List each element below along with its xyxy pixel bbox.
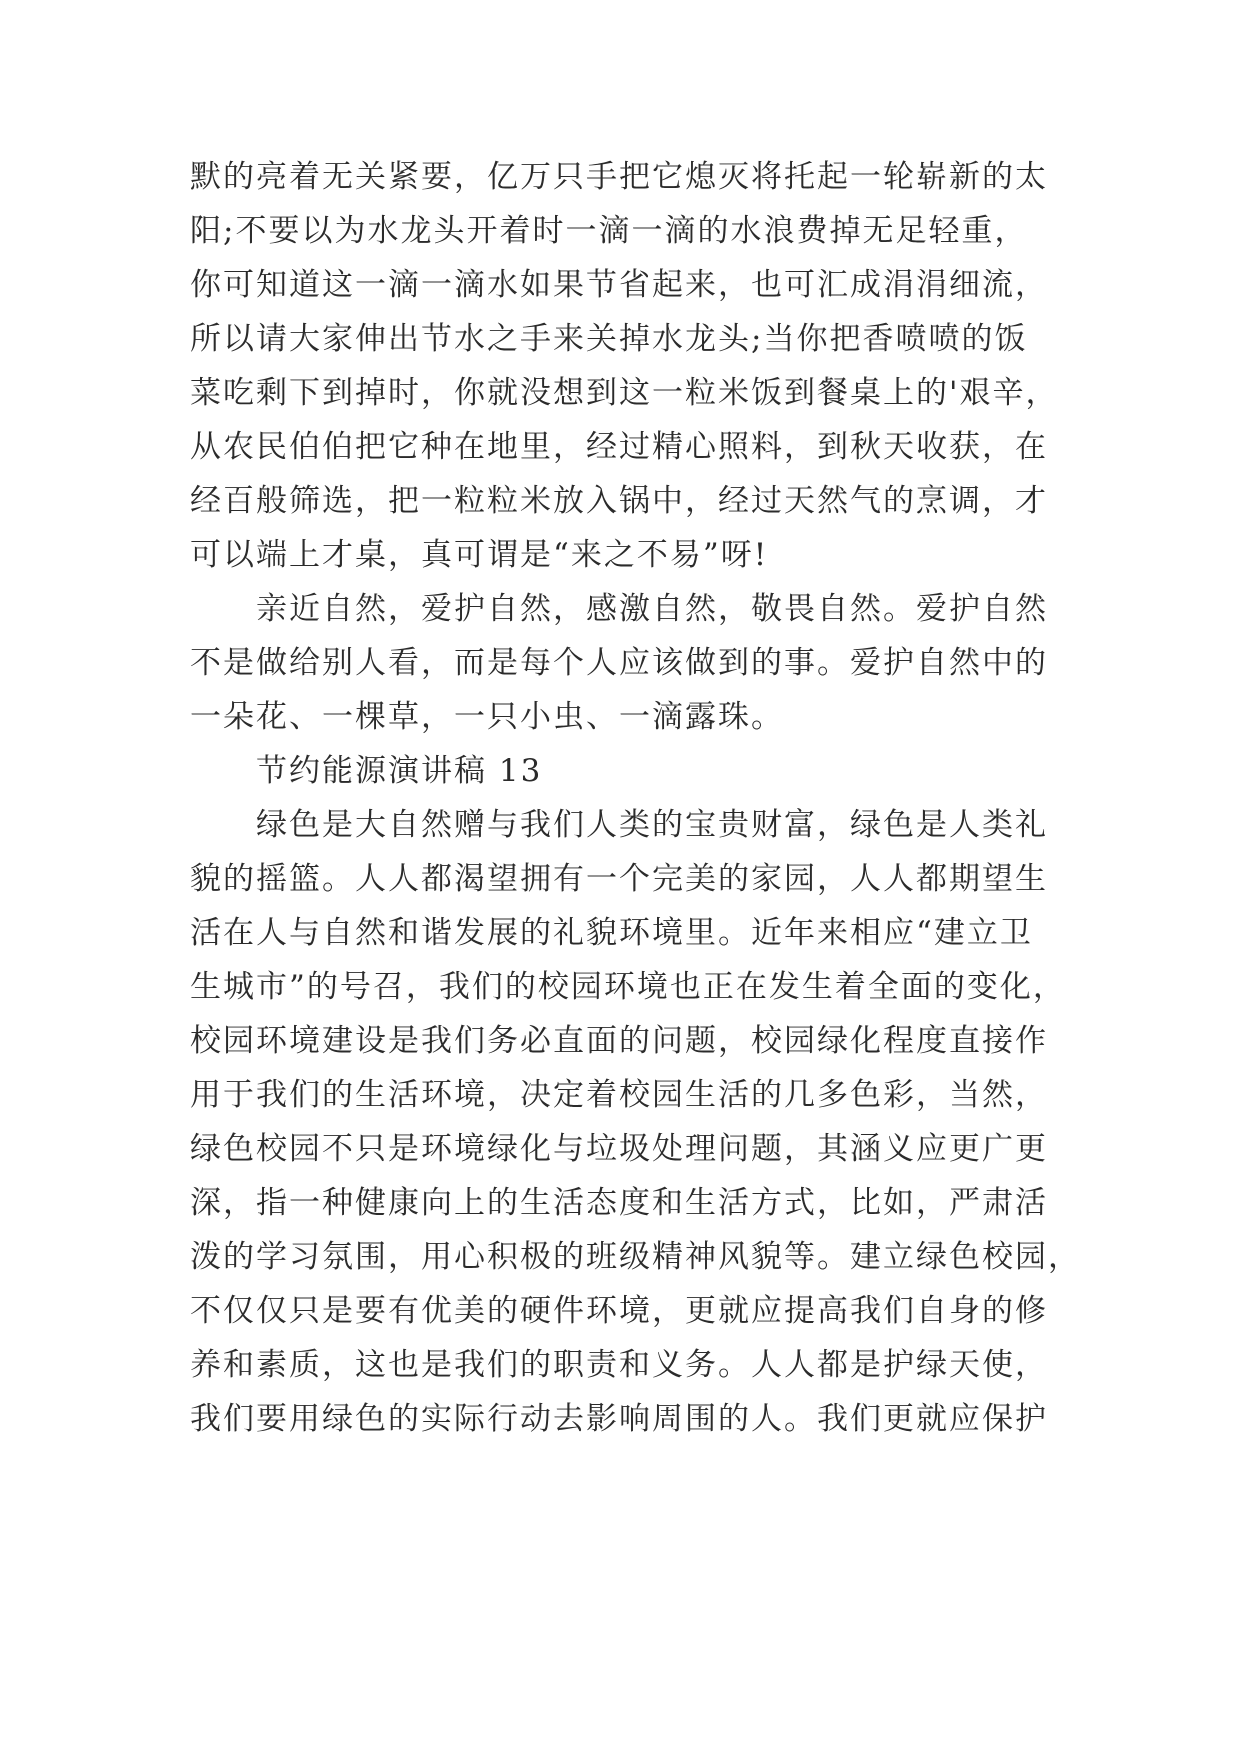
text-line: 貌的摇篮。人人都渴望拥有一个完美的家园，人人都期望生 [190, 861, 1048, 897]
text-line: 泼的学习氛围，用心积极的班级精神风貌等。建立绿色校园， [190, 1239, 1081, 1275]
text-line: 经百般筛选，把一粒粒米放入锅中，经过天然气的烹调，才 [190, 483, 1048, 519]
text-line: 可以端上才桌，真可谓是“来之不易”呀! [190, 537, 769, 573]
text-line: 菜吃剩下到掉时，你就没想到这一粒米饭到餐桌上的'艰辛， [190, 375, 1059, 411]
text-line: 生城市”的号召，我们的校园环境也正在发生着全面的变化， [190, 969, 1066, 1005]
text-line: 阳;不要以为水龙头开着时一滴一滴的水浪费掉无足轻重， [190, 213, 1028, 249]
text-line: 你可知道这一滴一滴水如果节省起来，也可汇成涓涓细流， [190, 267, 1048, 303]
text-line: 默的亮着无关紧要，亿万只手把它熄灭将托起一轮崭新的太 [190, 159, 1048, 195]
text-line: 从农民伯伯把它种在地里，经过精心照料，到秋天收获，在 [190, 429, 1048, 465]
text-line: 不是做给别人看，而是每个人应该做到的事。爱护自然中的 [190, 645, 1048, 681]
text-line: 校园环境建设是我们务必直面的问题，校园绿化程度直接作 [190, 1023, 1048, 1059]
text-line: 我们要用绿色的实际行动去影响周围的人。我们更就应保护 [190, 1401, 1048, 1437]
text-line: 用于我们的生活环境，决定着校园生活的几多色彩，当然， [190, 1077, 1048, 1113]
text-line: 绿色校园不只是环境绿化与垃圾处理问题，其涵义应更广更 [190, 1131, 1048, 1167]
text-line: 养和素质，这也是我们的职责和义务。人人都是护绿天使， [190, 1347, 1048, 1383]
paragraph-start-line: 亲近自然，爱护自然，感激自然，敬畏自然。爱护自然 [256, 591, 1048, 627]
text-line: 所以请大家伸出节水之手来关掉水龙头;当你把香喷喷的饭 [190, 321, 1028, 357]
text-line: 深，指一种健康向上的生活态度和生活方式，比如，严肃活 [190, 1185, 1048, 1221]
paragraph-start-line: 绿色是大自然赠与我们人类的宝贵财富，绿色是人类礼 [256, 807, 1048, 843]
section-heading: 节约能源演讲稿 13 [256, 753, 543, 789]
document-body [190, 150, 1081, 1446]
text-line: 活在人与自然和谐发展的礼貌环境里。近年来相应“建立卫 [190, 915, 1033, 951]
text-line: 不仅仅只是要有优美的硬件环境，更就应提高我们自身的修 [190, 1293, 1048, 1329]
text-line: 一朵花、一棵草，一只小虫、一滴露珠。 [190, 699, 784, 735]
